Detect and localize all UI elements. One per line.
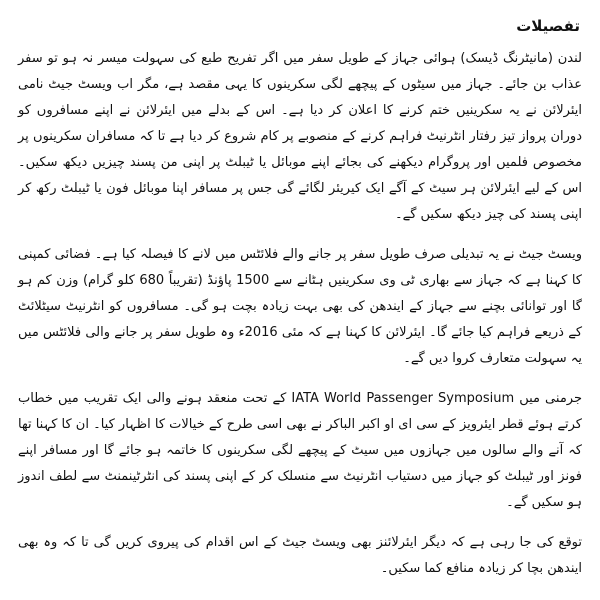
article-paragraph-3: جرمنی میں IATA World Passenger Symposium کے تحت منعقد ہونے والی ایک تقریب میں خطاب کرتے ہوئے قطر ایئرویز کے سی ای او اکبر الباکر نے بھی اسی طرح کے خیالات کا اظہار کیا۔ ان کا کہنا تھا کہ آنے والے سالوں میں جہازوں میں سیٹ کے پیچھے لگی سکرینوں کا خاتمہ ہو جائے گا اور مسافر اپنے فونز اور ٹیبلٹ کو جہاز میں دستیاب انٹرنیٹ سے منسلک کر کے اپنی پسند کی انٹرٹینمنٹ سے لطف اندوز ہو سکیں گے۔ bbox=[18, 391, 582, 510]
article-paragraph-1: لندن (مانیٹرنگ ڈیسک) ہوائی جہاز کے طویل سفر میں اگر تفریح طبع کی سہولت میسر نہ ہو تو سفر عذاب بن جائے۔ جہاز میں سیٹوں کے پیچھے لگی سکرینوں کا یہی مقصد ہے، مگر اب ویسٹ جیٹ نامی ایئرلائن نے یہ سکرینیں ختم کرنے کا اعلان کر دیا ہے۔ اس کے بدلے میں ایئرلائن نے اپنے مسافروں کو دوران پرواز تیز رفتار انٹرنیٹ فراہم کرنے کے منصوبے پر کام شروع کر دیا ہے تا کہ مسافران سکرینوں پر مخصوص فلمیں اور پروگرام دیکھنے کی بجائے اپنے موبائل یا ٹیبلٹ پر اپنی من پسند چیزیں دیکھ سکیں۔ اس کے لیے ایئرلائن ہر سیٹ کے آگے ایک کیریئر لگائے گی جس پر مسافر اپنا موبائل فون یا ٹیبلٹ رکھ کر اپنی پسند کی چیز دیکھ سکیں گے۔ bbox=[18, 51, 582, 222]
article-paragraph-2: ویسٹ جیٹ نے یہ تبدیلی صرف طویل سفر پر جانے والے فلائٹس میں لانے کا فیصلہ کیا ہے۔ فضائی کمپنی کا کہنا ہے کہ جہاز سے بھاری ٹی وی سکرینیں ہٹانے سے 1500 پاؤنڈ (تقریباً 680 کلو گرام) وزن کم ہو گا اور توانائی بچنے سے جہاز کے ایندھن کی بھی بہت زیادہ بچت ہو گی۔ مسافروں کو انٹرنیٹ سیٹلائٹ کے ذریعے فراہم کیا جائے گا۔ ایئرلائن کا کہنا ہے کہ مئی 2016ء وہ طویل سفر پر جانے والی فلائٹس میں یہ سہولت متعارف کروا دیں گے۔ bbox=[18, 247, 583, 366]
article-paragraph-4: توقع کی جا رہی ہے کہ دیگر ایئرلائنز بھی ویسٹ جیٹ کے اس اقدام کی پیروی کریں گی تا کہ وہ بھی ایندھن بچا کر زیادہ منافع کما سکیں۔ bbox=[18, 535, 582, 576]
article-heading: تفصیلات bbox=[516, 17, 580, 35]
